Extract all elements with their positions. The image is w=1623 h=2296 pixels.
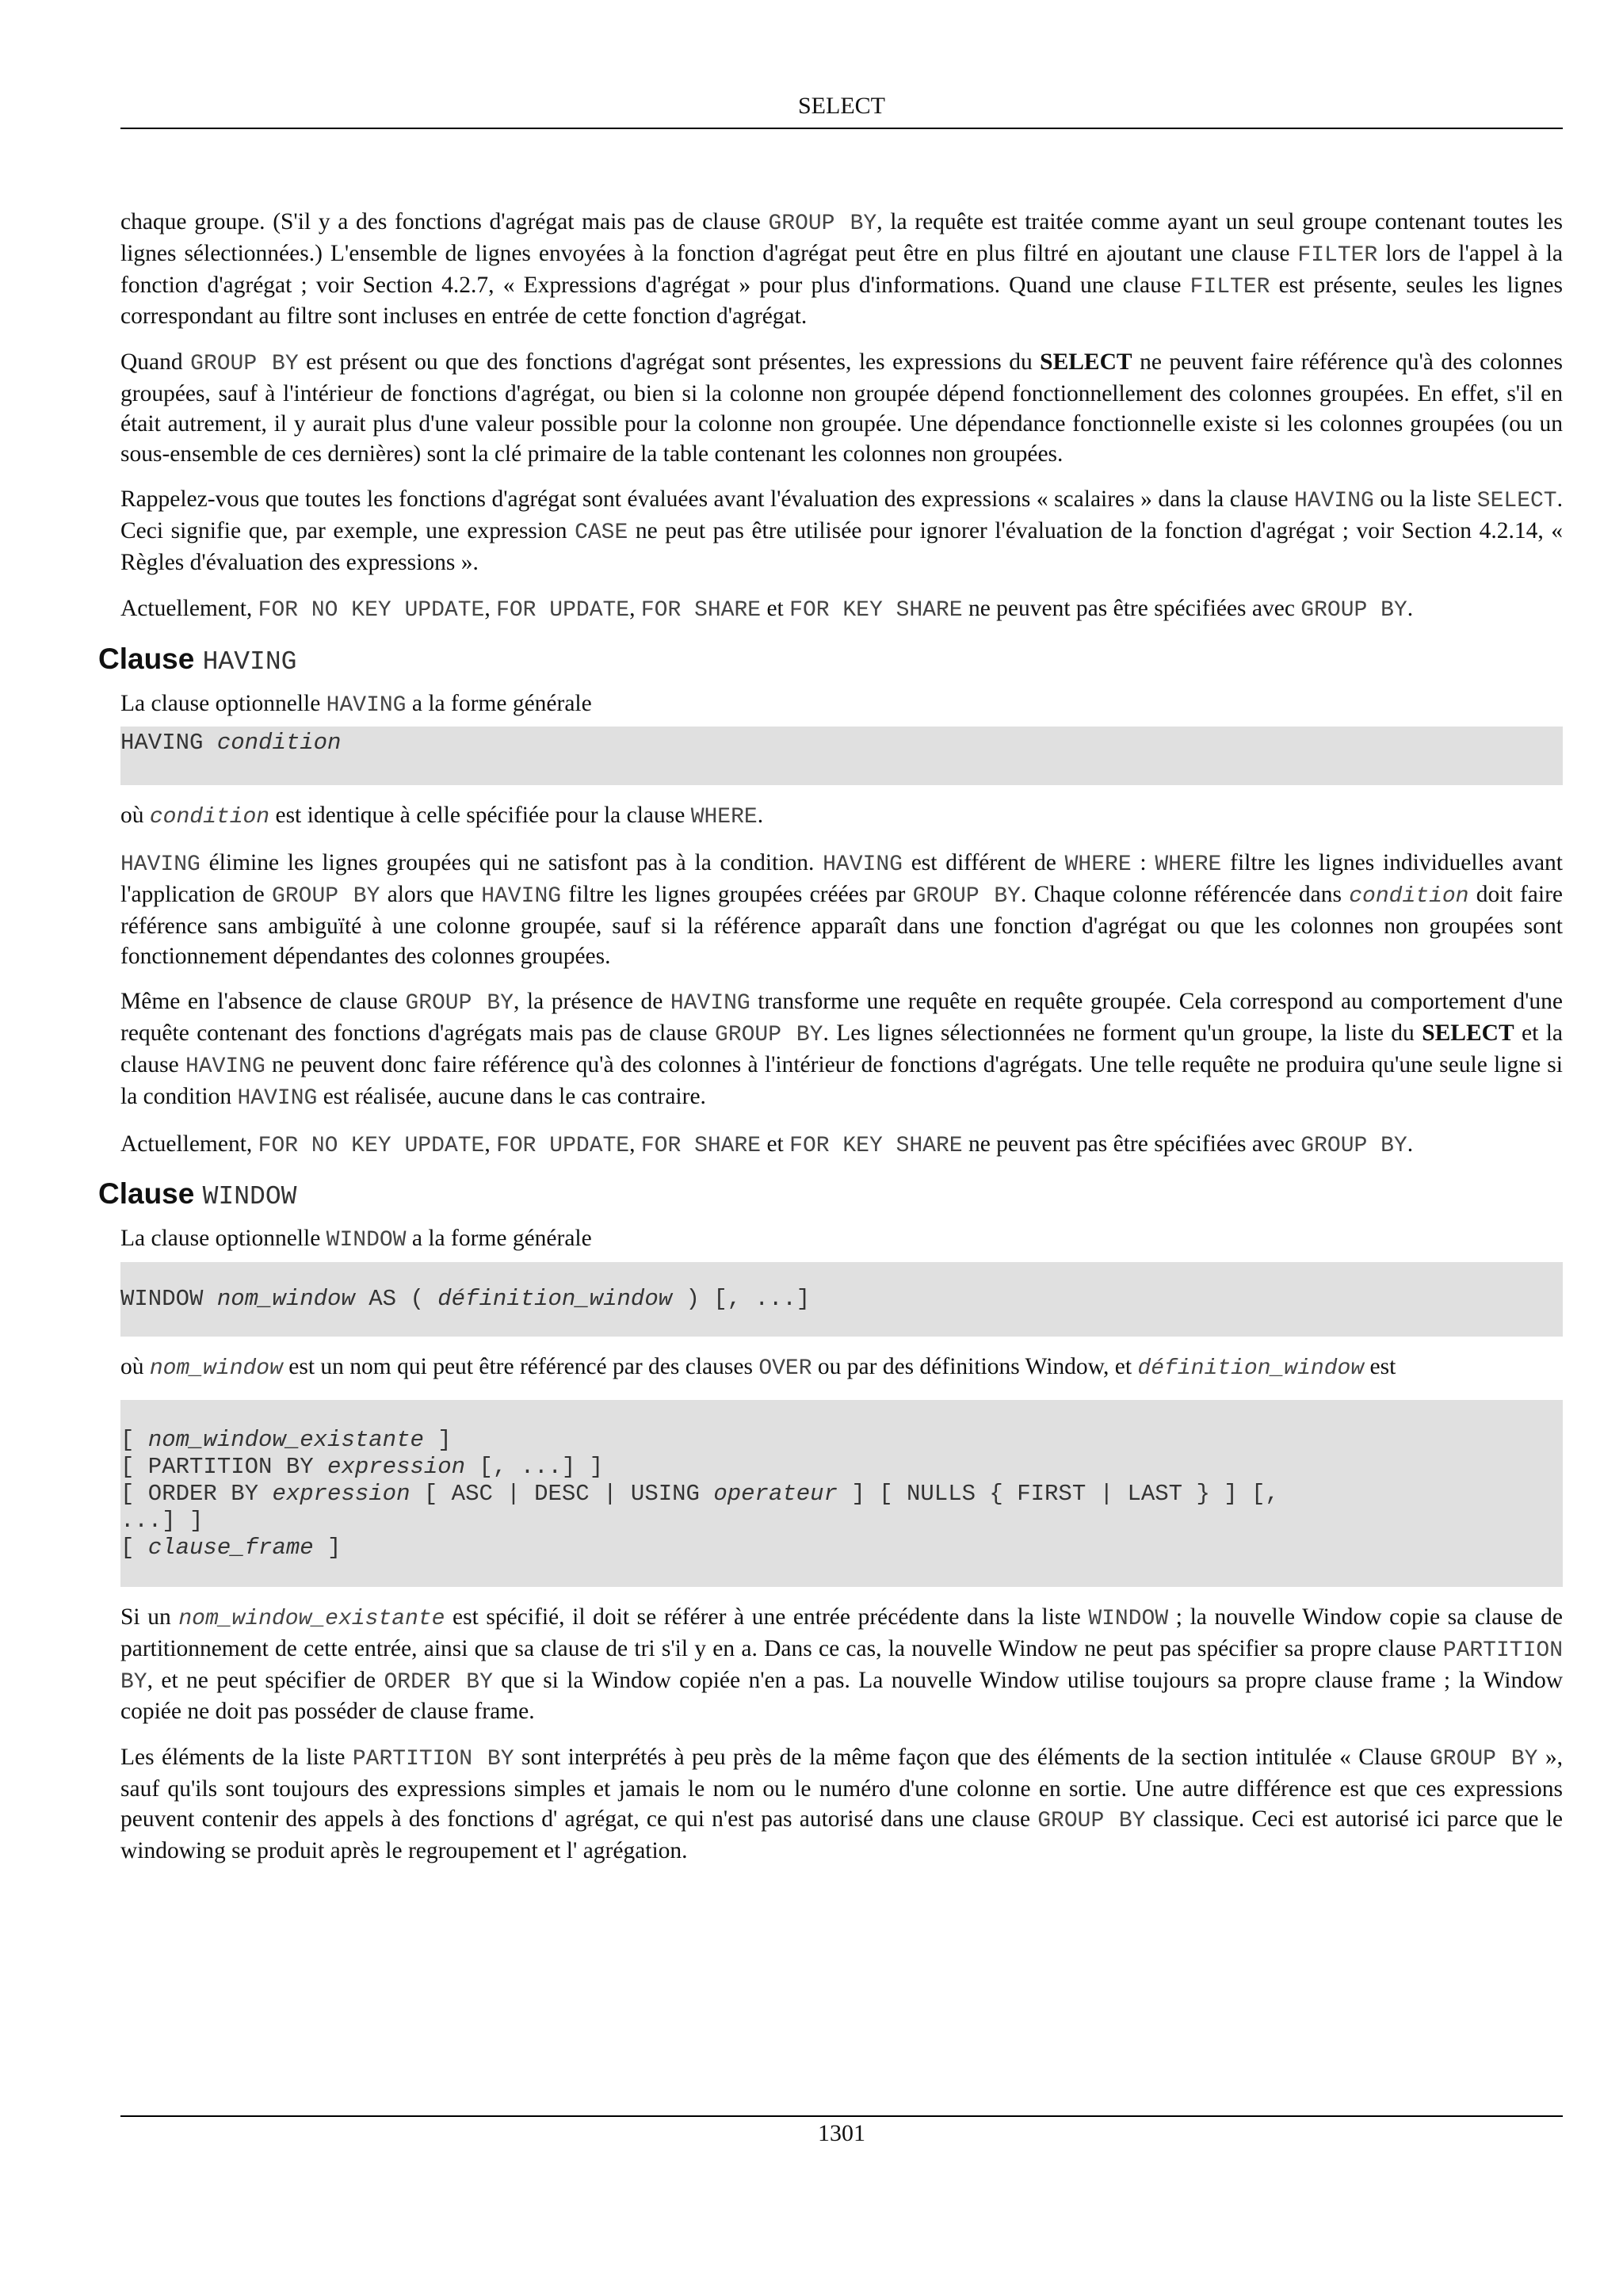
paragraph-existing-window: Si un nom_window_existante est spécifié, il doit se référer à une entrée précédente dans la liste WINDOW ; la nouvelle Window copie sa clause de partitionnement de cette entrée, ainsi que sa clause de tri s'il y en a. Dans ce cas, la nouvelle Window ne peut pas spécifier sa propre clause PARTITION BY, et ne peut spécifier de ORDER BY que si la Window copiée n'en a pas. La nouvelle Window utilise toujours sa propre clause frame ; la Window copiée ne doit pas posséder de clause frame. bbox=[120, 1604, 1564, 1725]
paragraph-aggregate-groups: chaque groupe. (S'il y a des fonctions d'agrégat mais pas de clause GROUP BY, la requête est traitée comme ayant un seul groupe contenant toutes les lignes sélectionnées.) L'ensemble de lignes envoyées à la fonction d'agrégat peut être en plus filtré en ajoutant une clause FILTER lors de l'appel à la fonction d'agrégat ; voir Section 4.2.7, « Expressions d'agrégat » pour plus d'informations. Quand une clause FILTER est présente, seules les lignes correspondant au filtre sont incluses en entrée de cette fonction d'agrégat. bbox=[120, 209, 1563, 330]
code-block-having: HAVING condition bbox=[120, 727, 1563, 785]
code-block-window-definition bbox=[120, 1400, 1563, 1587]
running-header: SELECT bbox=[798, 93, 885, 119]
code-line: [ PARTITION BY expression [, ...] ] bbox=[120, 1453, 604, 1480]
paragraph-having-vs-where: HAVING élimine les lignes groupées qui ne satisfont pas à la condition. HAVING est différent de WHERE : WHERE filtre les lignes individuelles avant l'application de GROUP BY alors que HAVING filtre les lignes groupées créées par GROUP BY. Chaque colonne référencée dans condition doit faire référence sans ambiguïté à une colonne groupée, sauf si la référence apparaît dans une fonction d'agrégat ou que les colonnes non groupées sont fonctionnement dépendantes des colonnes groupées. bbox=[120, 850, 1564, 969]
paragraph-group-by-references: Quand GROUP BY est présent ou que des fonctions d'agrégat sont présentes, les expressions du SELECT ne peuvent faire référence qu'à des colonnes groupées, sauf à l'intérieur de fonctions d'agrégat, ou bien si la colonne non groupée dépend fonctionnellement des colonnes groupées. En effet, s'il en était autrement, il y aurait plus d'une valeur possible pour la colonne non groupée. Une dépendance fonctionnelle existe si les colonnes groupées (ou un sous-ensemble de ces dernières) sont la clé primaire de la table contenant les colonnes non groupées. bbox=[120, 349, 1563, 467]
code-line: [ nom_window_existante ] bbox=[120, 1426, 452, 1453]
code-line: [ clause_frame ] bbox=[120, 1534, 342, 1561]
header-rule bbox=[120, 128, 1563, 129]
paragraph-having-intro: La clause optionnelle HAVING a la forme générale bbox=[120, 690, 592, 718]
paragraph-locking-having: Actuellement, FOR NO KEY UPDATE, FOR UPDATE, FOR SHARE et FOR KEY SHARE ne peuvent pas être spécifiées avec GROUP BY. bbox=[120, 1131, 1414, 1158]
code-block-window: WINDOW nom_window AS ( définition_window ) [, ...] bbox=[120, 1262, 1563, 1337]
section-heading-having: Clause HAVING bbox=[98, 642, 297, 677]
paragraph-partition-by: Les éléments de la liste PARTITION BY sont interprétés à peu près de la même façon que des éléments de la section intitulée « Clause GROUP BY », sauf qu'ils sont toujours des expressions simples et jamais le nom ou le numéro d'une colonne en sortie. Une autre différence est que ces expressions peuvent contenir des appels à des fonctions d' agrégat, ce qui n'est pas autorisé dans une clause GROUP BY classique. Ceci est autorisé ici parce que le windowing se produit après le regroupement et l' agrégation. bbox=[120, 1745, 1564, 1863]
code-line: [ ORDER BY expression [ ASC | DESC | USING operateur ] [ NULLS { FIRST | LAST } ] [, bbox=[120, 1480, 1279, 1507]
paragraph-having-without-group-by: Même en l'absence de clause GROUP BY, la présence de HAVING transforme une requête en requête groupée. Cela correspond au comportement d'une requête contenant des fonctions d'agrégats mais pas de clause GROUP BY. Les lignes sélectionnées ne forment qu'un groupe, la liste du SELECT et la clause HAVING ne peuvent donc faire référence qu'à des colonnes à l'intérieur de fonctions d'agrégats. Une telle requête ne produira qu'une seule ligne si la condition HAVING est réalisée, aucune dans le cas contraire. bbox=[120, 989, 1564, 1111]
code-line: ...] ] bbox=[120, 1507, 204, 1534]
footer-rule bbox=[120, 2115, 1563, 2117]
paragraph-having-condition: où condition est identique à celle spécifiée pour la clause WHERE. bbox=[120, 803, 764, 830]
section-heading-window: Clause WINDOW bbox=[98, 1177, 297, 1212]
page-content bbox=[98, 208, 1564, 1882]
page-number: 1301 bbox=[818, 2120, 865, 2146]
paragraph-window-intro: La clause optionnelle WINDOW a la forme générale bbox=[120, 1226, 592, 1253]
paragraph-aggregate-evaluation: Rappelez-vous que toutes les fonctions d'agrégat sont évaluées avant l'évaluation des expressions « scalaires » dans la clause HAVING ou la liste SELECT. Ceci signifie que, par exemple, une expression CASE ne peut pas être utilisée pour ignorer l'évaluation de la fonction d'agrégat ; voir Section 4.2.14, « Règles d'évaluation des expressions ». bbox=[120, 486, 1563, 575]
paragraph-locking-group-by: Actuellement, FOR NO KEY UPDATE, FOR UPDATE, FOR SHARE et FOR KEY SHARE ne peuvent pas être spécifiées avec GROUP BY. bbox=[120, 595, 1414, 623]
paragraph-window-name: où nom_window est un nom qui peut être référencé par des clauses OVER ou par des définitions Window, et définition_window est bbox=[120, 1354, 1396, 1382]
